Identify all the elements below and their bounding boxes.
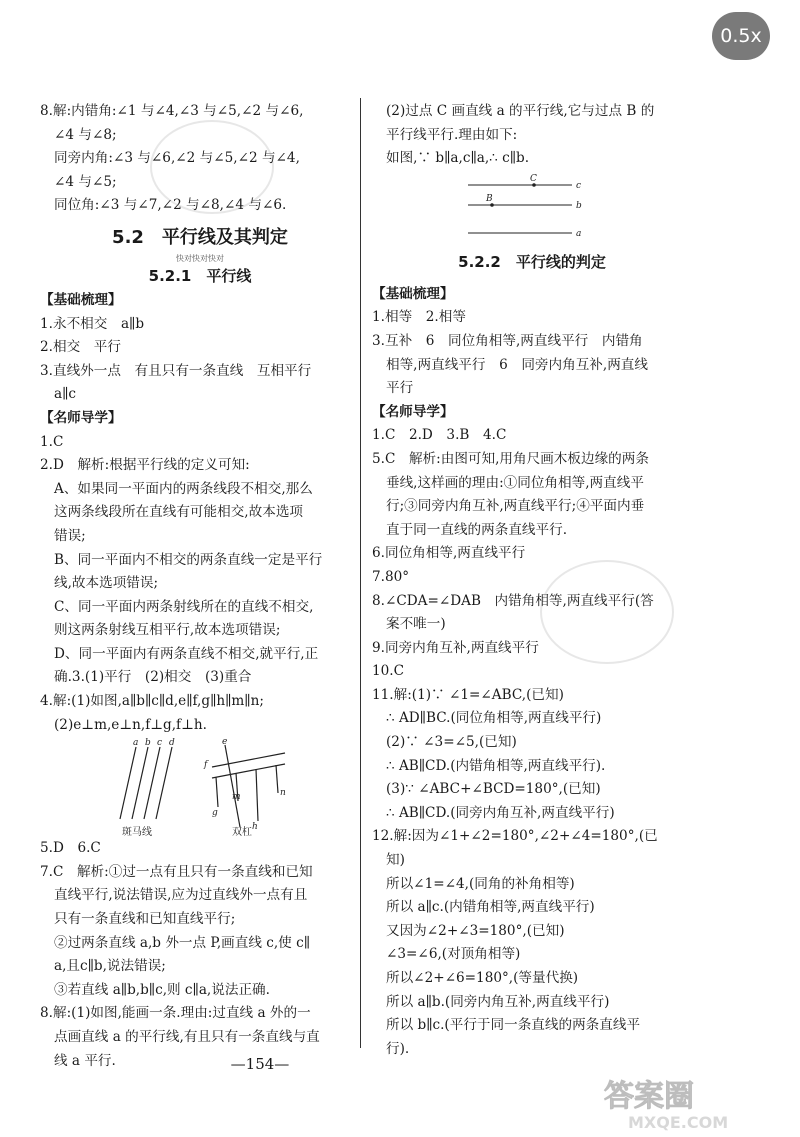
fig-label-f: f — [204, 760, 208, 771]
text-line: 8.∠CDA=∠DAB 内错角相等,两直线平行(答 — [372, 592, 654, 609]
text-line: 8.解:(1)如图,能画一条.理由:过直线 a 外的一 — [40, 1005, 311, 1022]
text-line: ∠3=∠6,(对顶角相等) — [386, 946, 521, 963]
column-divider — [360, 98, 361, 1048]
text-line: 3.直线外一点 有且只有一条直线 互相平行 — [40, 362, 312, 379]
text-line: a,且c∥b,说法错误; — [54, 958, 166, 975]
subsection-title: 5.2.2 平行线的判定 — [458, 252, 606, 271]
text-line: (2)e⊥m,e⊥n,f⊥g,f⊥h. — [54, 716, 207, 733]
text-line: 1.C 2.D 3.B 4.C — [372, 427, 507, 444]
fig-label-point-c: C — [530, 173, 537, 184]
text-line: 5.D 6.C — [40, 840, 101, 857]
text-line: ∴ AB∥CD.(内错角相等,两直线平行). — [386, 757, 606, 774]
left-column — [40, 100, 360, 1073]
text-line: 1.C — [40, 433, 64, 450]
text-line: C、同一平面内两条射线所在的直线不相交, — [54, 598, 314, 615]
text-line: 3.互补 6 同位角相等,两直线平行 内错角 — [372, 332, 643, 349]
text-line: (3)∵ ∠ABC+∠BCD=180°,(已知) — [386, 781, 601, 798]
text-line: 所以∠2+∠6=180°,(等量代换) — [386, 970, 579, 986]
fig-label-a: a — [133, 738, 139, 749]
text-line: ∠4 与∠5; — [54, 173, 117, 190]
fig-label-n: n — [280, 788, 286, 799]
section-title: 5.2 平行线及其判定 — [112, 226, 288, 248]
page-number: —154— — [230, 1055, 290, 1073]
fig-caption-zebra: 斑马线 — [122, 827, 152, 838]
text-line: 7.C 解析:①过一点有且只有一条直线和已知 — [40, 863, 313, 880]
text-line: 【基础梳理】 — [372, 285, 454, 302]
text-line: 所以∠1=∠4,(同角的补角相等) — [386, 875, 575, 892]
text-line: 同位角:∠3 与∠7,∠2 与∠8,∠4 与∠6. — [54, 197, 287, 214]
fig-label-d: d — [169, 738, 175, 749]
fig-label-h: h — [252, 822, 258, 833]
text-line: 线 a 平行. — [54, 1052, 116, 1069]
text-line: 所以 a∥b.(同旁内角互补,两直线平行) — [386, 993, 610, 1010]
text-line: B、同一平面内不相交的两条直线一定是平行 — [54, 551, 323, 568]
fig-label-line-b: b — [576, 200, 582, 211]
text-line: (2)∵ ∠3=∠5,(已知) — [386, 734, 517, 751]
text-line: 相等,两直线平行 6 同旁内角互补,两直线 — [386, 356, 648, 373]
text-line: 知) — [386, 852, 405, 869]
corner-watermark-logo — [600, 1072, 790, 1132]
text-line: 错误; — [54, 527, 86, 544]
fig-label-line-a: a — [576, 228, 582, 239]
text-line: ∴ AB∥CD.(同旁内角互补,两直线平行) — [386, 804, 615, 821]
text-line: 直于同一直线的两条直线平行. — [386, 521, 568, 538]
text-line: 直线平行,说法错误,应为过直线外一点有且 — [54, 887, 308, 904]
fig-label-m: m — [232, 792, 241, 803]
text-line: 平行线平行.理由如下: — [386, 126, 518, 143]
left-lines-block-3 — [40, 837, 360, 1073]
text-line: 10.C — [372, 663, 405, 680]
text-line: 同旁内角:∠3 与∠6,∠2 与∠5,∠2 与∠4, — [54, 150, 300, 167]
text-line: ③若直线 a∥b,b∥c,则 c∥a,说法正确. — [54, 981, 270, 998]
text-line: 6.同位角相等,两直线平行 — [372, 545, 526, 562]
text-line: 如图,∵ b∥a,c∥a,∴ c∥b. — [386, 150, 530, 167]
text-line: 2.D 解析:根据平行线的定义可知: — [40, 457, 250, 474]
text-line: 线,故本选项错误; — [54, 575, 159, 592]
text-line: ②过两条直线 a,b 外一点 P,画直线 c,使 c∥ — [54, 934, 310, 951]
fig-label-line-c: c — [576, 180, 582, 191]
right-lines-block-2 — [372, 283, 692, 1062]
text-line: 垂线,这样画的理由:①同位角相等,两直线平 — [386, 474, 644, 491]
fig-label-b: b — [145, 738, 151, 749]
text-line: 只有一条直线和已知直线平行; — [54, 911, 236, 928]
stamp-text: 快对快对快对 — [176, 253, 224, 263]
right-lines-block-1 — [372, 100, 692, 171]
playback-speed-badge[interactable]: 0.5x — [712, 12, 770, 60]
text-line: 确.3.(1)平行 (2)相交 (3)重合 — [54, 669, 252, 686]
text-line: 11.解:(1)∵ ∠1=∠ABC,(已知) — [372, 686, 564, 703]
text-line: 8.解:内错角:∠1 与∠4,∠3 与∠5,∠2 与∠6, — [40, 103, 304, 119]
svg-text:答案圈: 答案圈 — [604, 1079, 694, 1114]
text-line: D、同一平面内有两条直线不相交,就平行,正 — [54, 645, 319, 662]
text-line: 案不唯一) — [386, 616, 446, 633]
watermark-stamp — [540, 560, 674, 664]
text-line: ∴ AD∥BC.(同位角相等,两直线平行) — [386, 710, 602, 727]
text-line: 点画直线 a 的平行线,有且只有一条直线与直 — [54, 1029, 320, 1045]
subsection-title: 5.2.1 平行线 — [148, 266, 252, 285]
text-line: a∥c — [54, 386, 76, 403]
fig-label-c: c — [157, 738, 163, 749]
text-line: 7.80° — [372, 568, 410, 585]
text-line: 9.同旁内角互补,两直线平行 — [372, 639, 539, 656]
fig-caption-bars: 双杠 — [232, 827, 252, 838]
text-line: 12.解:因为∠1+∠2=180°,∠2+∠4=180°,(已 — [372, 828, 658, 845]
text-line: 【名师导学】 — [372, 403, 454, 420]
text-line: 1.相等 2.相等 — [372, 309, 466, 326]
text-line: 所以 a∥c.(内错角相等,两直线平行) — [386, 899, 595, 916]
text-line: 1.永不相交 a∥b — [40, 315, 145, 332]
text-line: 平行 — [386, 380, 414, 397]
svg-text:MXQE.COM: MXQE.COM — [628, 1113, 729, 1132]
left-lines-block-2 — [40, 289, 360, 737]
text-line: 【名师导学】 — [40, 409, 122, 426]
fig-label-e: e — [222, 737, 228, 748]
watermark-stamp — [150, 120, 274, 214]
text-line: (2)过点 C 画直线 a 的平行线,它与过点 B 的 — [386, 103, 655, 119]
text-line: 行;③同旁内角互补,两直线平行;④平面内垂 — [386, 498, 645, 515]
text-line: 又因为∠2+∠3=180°,(已知) — [386, 922, 565, 939]
text-line: 所以 b∥c.(平行于同一条直线的两条直线平 — [386, 1017, 641, 1034]
text-line: 4.解:(1)如图,a∥b∥c∥d,e∥f,g∥h∥m∥n; — [40, 693, 264, 710]
text-line: 【基础梳理】 — [40, 291, 122, 308]
text-line: A、如果同一平面内的两条线段不相交,那么 — [54, 480, 313, 497]
fig-label-g: g — [212, 808, 218, 819]
text-line: 这两条线段所在直线有可能相交,故本选项 — [54, 504, 304, 521]
parallel-lines-figure — [372, 171, 692, 239]
text-line: 5.C 解析:由图可知,用角尺画木板边缘的两条 — [372, 450, 649, 467]
fig-label-point-b: B — [486, 193, 493, 204]
text-line: 则这两条射线互相平行,故本选项错误; — [54, 622, 281, 639]
zebra-and-bars-figure — [40, 737, 360, 837]
text-line: 2.相交 平行 — [40, 339, 121, 356]
text-line: 行). — [386, 1040, 410, 1057]
text-line: ∠4 与∠8; — [54, 126, 117, 143]
